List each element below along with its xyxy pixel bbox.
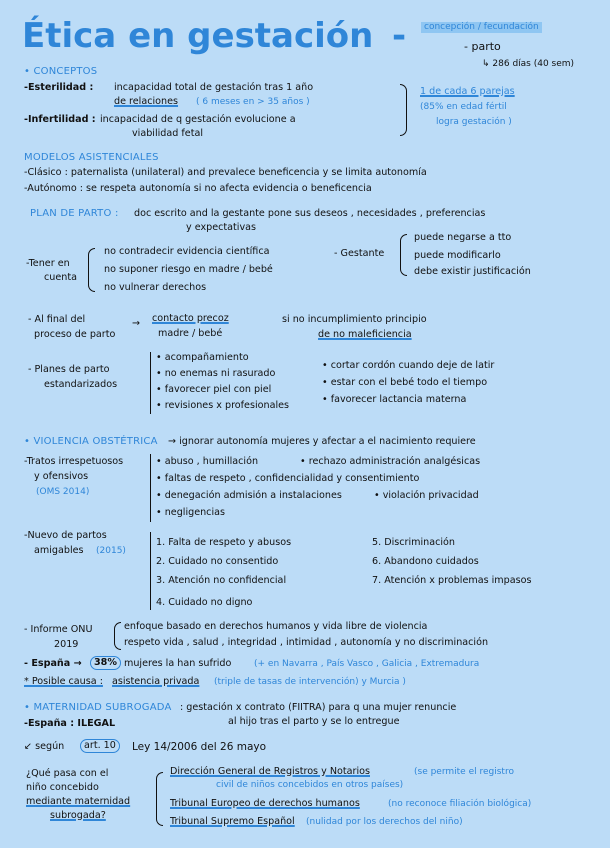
question-line-1: ¿Qué pasa con el <box>26 768 109 779</box>
tratos-label-3: (OMS 2014) <box>36 487 90 497</box>
esterilidad-line2: de relaciones <box>114 96 179 107</box>
informe-label-1: - Informe ONU <box>24 624 93 635</box>
planes-col2-1: • cortar cordón cuando deje de latir <box>322 360 495 371</box>
tener-brace <box>88 248 95 292</box>
nuevo-bar <box>150 532 151 610</box>
tener-label-1: -Tener en <box>26 258 70 269</box>
informe-brace <box>114 622 121 650</box>
esterilidad-line1: incapacidad total de gestación tras 1 año <box>114 82 314 93</box>
tratos-bar <box>150 454 151 522</box>
espana-text: mujeres la han sufrido <box>124 658 232 669</box>
esterilidad-note: ( 6 meses en > 35 años ) <box>196 97 310 107</box>
tratos-item-2: • faltas de respeto , confidencialidad y consentimiento <box>156 473 420 484</box>
art-10: art. 10 <box>80 739 120 753</box>
infertilidad-label: -Infertilidad : <box>24 114 96 125</box>
nuevo-col1-2: 2. Cuidado no consentido <box>156 556 279 567</box>
gestante-label: - Gestante <box>334 248 385 259</box>
contacto-line1: contacto precoz <box>152 313 229 324</box>
section-violencia: • VIOLENCIA OBSTÉTRICA <box>24 436 158 447</box>
maternidad-espana: -España : ILEGAL <box>24 718 116 729</box>
section-maternidad: • MATERNIDAD SUBROGADA <box>24 702 172 713</box>
segun-label: ↙ según <box>24 741 65 752</box>
gestante-item-2: puede modificarlo <box>414 250 501 261</box>
conception-tag: concepción / fecundación <box>421 22 542 33</box>
espana-label: - España → <box>24 658 82 669</box>
final-arrow: → <box>132 318 141 329</box>
answer-2: Tribunal Europeo de derechos humanos <box>170 798 360 809</box>
tratos-label-1: -Tratos irrespetuosos <box>24 456 124 467</box>
causa-text: asistencia privada <box>112 676 200 687</box>
maternidad-header-rest2: al hijo tras el parto y se lo entregue <box>228 716 400 727</box>
planes-col1-4: • revisiones x profesionales <box>156 400 290 411</box>
answer-1-note2: civil de niños concebidos en otros países) <box>216 780 404 790</box>
planes-col1-3: • favorecer piel con piel <box>156 384 272 395</box>
causa-note: (triple de tasas de intervención) y Murcia ) <box>214 677 406 687</box>
esterilidad-label: -Esterilidad : <box>24 82 94 93</box>
planes-col2-3: • favorecer lactancia materna <box>322 394 467 405</box>
espana-percent: 38% <box>90 656 121 670</box>
answer-3: Tribunal Supremo Español <box>170 816 295 827</box>
plan-parto-line2: y expectativas <box>186 222 257 233</box>
gestante-brace <box>400 234 407 276</box>
tratos-label-2: y ofensivos <box>34 471 89 482</box>
question-line-2: niño concebido <box>26 782 99 793</box>
gestante-item-1: puede negarse a tto <box>414 232 512 243</box>
planes-label-2: estandarizados <box>44 379 118 390</box>
espana-note: (+ en Navarra , País Vasco , Galicia , Extremadura <box>254 659 480 669</box>
tratos-item-1: • abuso , humillación <box>156 456 259 467</box>
nuevo-label-1: -Nuevo de partos <box>24 530 107 541</box>
answer-brace <box>156 772 163 826</box>
nuevo-year: (2015) <box>96 546 126 556</box>
answer-1-note: (se permite el registro <box>414 767 514 777</box>
planes-label-1: - Planes de parto <box>28 364 110 375</box>
contacto-line2: madre / bebé <box>158 328 223 339</box>
planes-col1-1: • acompañamiento <box>156 352 249 363</box>
planes-col1-2: • no enemas ni rasurado <box>156 368 276 379</box>
modelo-clasico: -Clásico : paternalista (unilateral) and prevalece beneficencia y se limita autonomía <box>24 167 427 178</box>
final-label-2: proceso de parto <box>34 329 116 340</box>
section-conceptos: • CONCEPTOS <box>24 66 98 77</box>
infertilidad-line2: viabilidad fetal <box>132 128 204 139</box>
question-line-3: mediante maternidad <box>26 796 131 807</box>
section-modelos: MODELOS ASISTENCIALES <box>24 152 159 163</box>
violencia-header-rest: → ignorar autonomía mujeres y afectar a el nacimiento requiere <box>168 436 476 447</box>
ley-label: Ley 14/2006 del 26 mayo <box>132 741 267 753</box>
side-stat-line1: 1 de cada 6 parejas <box>420 86 515 97</box>
planes-col2-2: • estar con el bebé todo el tiempo <box>322 377 488 388</box>
nuevo-col1-3: 3. Atención no confidencial <box>156 575 287 586</box>
tratos-right-2: • violación privacidad <box>374 490 479 501</box>
informe-label-2: 2019 <box>54 639 79 650</box>
final-label-1: - Al final del <box>28 314 86 325</box>
title-dash: - <box>392 16 407 56</box>
parto-label: - parto <box>464 40 501 53</box>
answer-1: Dirección General de Registros y Notarios <box>170 766 370 777</box>
answer-3-note: (nulidad por los derechos del niño) <box>306 817 463 827</box>
tener-item-3: no vulnerar derechos <box>104 282 207 293</box>
tener-item-1: no contradecir evidencia científica <box>104 246 270 257</box>
page-title: Ética en gestación <box>22 16 374 56</box>
nuevo-col1-1: 1. Falta de respeto y abusos <box>156 537 292 548</box>
causa-label: * Posible causa : <box>24 676 103 687</box>
side-stat-line3: logra gestación ) <box>436 117 512 127</box>
maternidad-header-rest: : gestación x contrato (FIITRA) para q una mujer renuncie <box>180 702 457 713</box>
tener-item-2: no suponer riesgo en madre / bebé <box>104 264 273 275</box>
final-result-1: si no incumplimiento principio <box>282 314 427 325</box>
tener-label-2: cuenta <box>44 272 77 283</box>
nuevo-label-2: amigables <box>34 545 84 556</box>
nuevo-col2-2: 6. Abandono cuidados <box>372 556 479 567</box>
answer-2-note: (no reconoce filiación biológica) <box>388 799 532 809</box>
tratos-right-1: • rechazo administración analgésicas <box>300 456 481 467</box>
informe-text-1: enfoque basado en derechos humanos y vida libre de violencia <box>124 621 428 632</box>
tratos-item-3: • denegación admisión a instalaciones <box>156 490 342 501</box>
nuevo-col2-3: 7. Atención x problemas impasos <box>372 575 532 586</box>
infertilidad-line1: incapacidad de q gestación evolucione a <box>100 114 296 125</box>
tratos-item-4: • negligencias <box>156 507 226 518</box>
informe-text-2: respeto vida , salud , integridad , intimidad , autonomía y no discriminación <box>124 637 489 648</box>
final-result-2: de no maleficiencia <box>318 329 412 340</box>
modelo-autonomo: -Autónomo : se respeta autonomía si no afecta evidencia o beneficencia <box>24 183 372 194</box>
plan-parto-label: PLAN DE PARTO : <box>30 208 119 219</box>
conceptos-brace <box>400 84 407 136</box>
nuevo-col2-1: 5. Discriminación <box>372 537 455 548</box>
question-line-4: subrogada? <box>50 810 106 821</box>
side-stat-line2: (85% en edad fértil <box>420 102 507 112</box>
plan-parto-line1: doc escrito and la gestante pone sus deseos , necesidades , preferencias <box>134 208 486 219</box>
days-label: ↳ 286 días (40 sem) <box>482 59 575 69</box>
planes-bar <box>150 352 151 414</box>
gestante-item-3: debe existir justificación <box>414 266 531 277</box>
nuevo-col1-4: 4. Cuidado no digno <box>156 597 253 608</box>
